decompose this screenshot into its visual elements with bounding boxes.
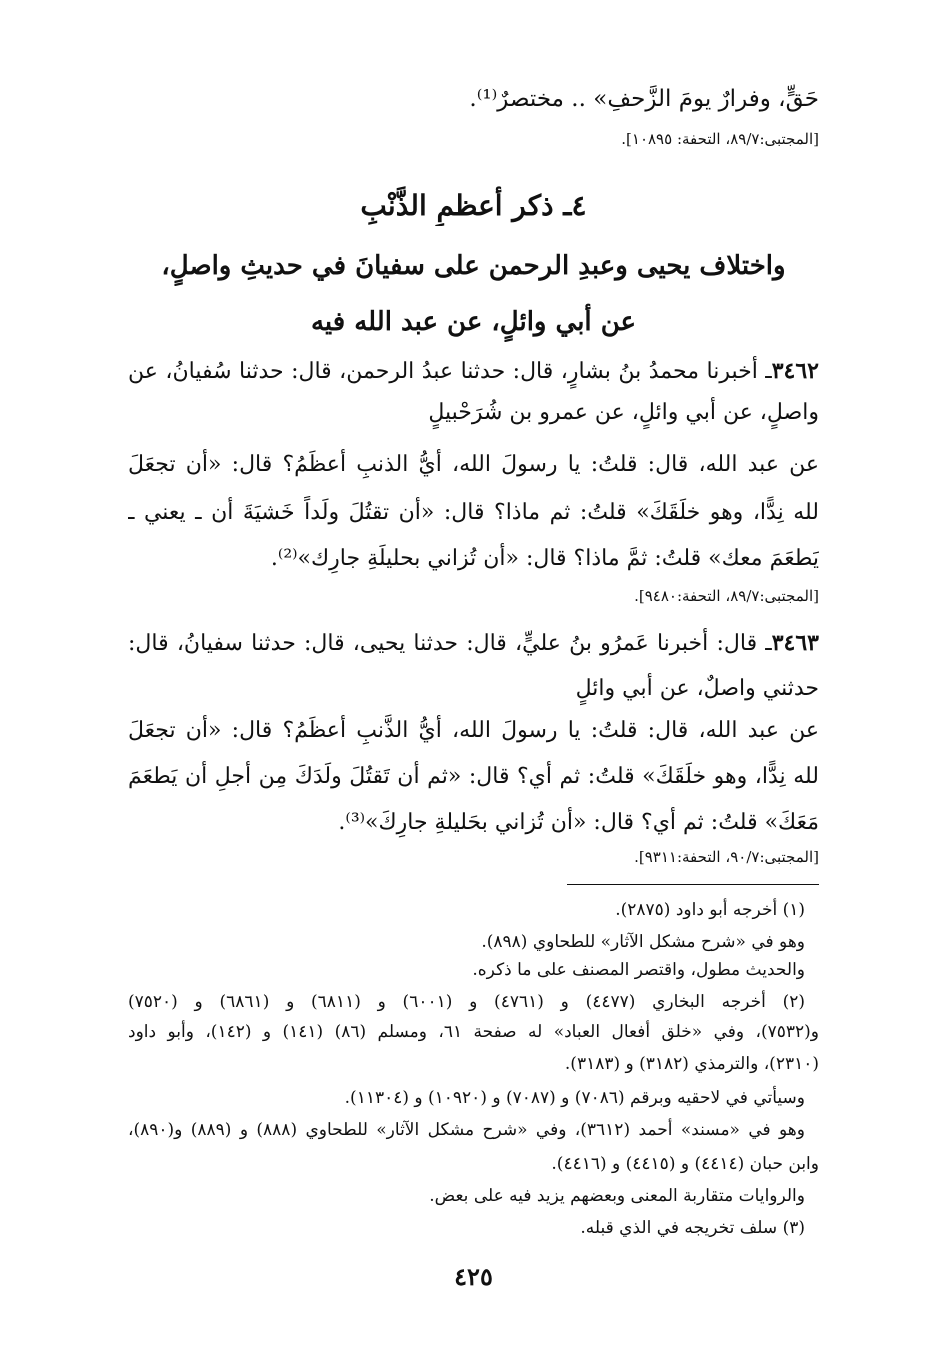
continuation-line: حَقٍّ، وفرارٌ يومَ الزَّحفِ» .. مختصرٌ⁽¹⁾. (469, 86, 819, 112)
footnote-separator (567, 884, 819, 885)
chapter-title: ٤ـ ذكر أعظمِ الذَّنْبِ (360, 189, 587, 222)
footnote-2: (٢) أخرجه البخاري (٤٤٧٧) و (٤٧٦١) و (٦٠٠١) و (٦٨١١) و (٦٨٦١) و (٧٥٢٠) (128, 992, 805, 1012)
footnote-1-line-2: وهو في «شرح مشكل الآثار» للطحاوي (٨٩٨). (481, 932, 805, 952)
hadith-2-line-5: مَعَكَ» قلتُ: ثم أي؟ قال: «أن تُزاني بحَليلةِ جارِكَ»⁽³⁾. (338, 810, 819, 835)
footnote-1: (١) أخرجه أبو داود (٢٨٧٥). (615, 900, 805, 920)
footnote-2-line-7: والروايات متقاربة المعنى وبعضهم يزيد فيه على بعض. (429, 1186, 805, 1206)
footnote-2-line-2: و(٧٥٣٢)، وفي «خلق أفعال العباد» له صفحة ٦١، ومسلم (٨٦) (١٤١) و (١٤٢)، وأبو داود (128, 1022, 819, 1042)
hadith-1-line-3: عن عبد الله، قال: قلتُ: يا رسولَ الله، أيُّ الذنبِ أعظَمُ؟ قال: «أن تجعَلَ (128, 452, 819, 477)
reference-line: [المجتبى:٨٩/٧، التحفة: ١٠٨٩٥]. (621, 130, 819, 148)
footnote-3: (٣) سلف تخريجه في الذي قبله. (580, 1218, 805, 1238)
chapter-subtitle-1: واختلاف يحيى وعبدِ الرحمن على سفيانَ في حديثِ واصلٍ، (161, 251, 786, 281)
footnote-2-line-3: (٢٣١٠)، والترمذي (٣١٨٢) و (٣١٨٣). (564, 1054, 819, 1074)
hadith-2-line-2: حدثني واصلٌ، عن أبي وائلٍ (575, 676, 819, 701)
footnote-1-line-3: والحديث مطول، واقتصر المصنف على ما ذكره. (472, 960, 805, 980)
hadith-2-reference: [المجتبى:٩٠/٧، التحفة:٩٣١١]. (634, 848, 819, 866)
hadith-2-line-3: عن عبد الله، قال: قلتُ: يا رسولَ الله، أيُّ الذَّنبِ أعظَمُ؟ قال: «أن تجعَلَ (128, 718, 819, 743)
chapter-subtitle-2: عن أبي وائلٍ، عن عبد الله فيه (310, 307, 637, 337)
page-number: ٤٢٥ (454, 1262, 493, 1291)
footnote-2-line-5: وهو في «مسند» أحمد (٣٦١٢)، وفي «شرح مشكل الآثار» للطحاوي (٨٨٨) و (٨٨٩) و(٨٩٠)، (128, 1120, 805, 1140)
footnote-2-line-6: وابن حبان (٤٤١٤) و (٤٤١٥) و (٤٤١٦). (551, 1154, 819, 1174)
hadith-1-text: ـ أخبرنا محمدُ بنُ بشارٍ، قال: حدثنا عبدُ الرحمن، قال: حدثنا سُفيانُ، عن (128, 359, 772, 384)
hadith-1-number: ٣٤٦٢ (771, 358, 819, 384)
hadith-2-text: ـ قال: أخبرنا عَمرُو بنُ عليٍّ، قال: حدثنا يحيى، قال: حدثنا سفيانُ، قال: (128, 631, 772, 656)
hadith-1-line-1 (128, 354, 819, 389)
footnote-2-line-4: وسيأتي في لاحقيه وبرقم (٧٠٨٦) و (٧٠٨٧) و (١٠٩٢٠) و (١١٣٠٤). (344, 1088, 805, 1108)
hadith-2-number: ٣٤٦٣ (771, 630, 819, 656)
hadith-1-line-4: لله نِدًّا، وهو خلَقَكَ» قلتُ: ثم ماذا؟ قال: «أن تقتُلَ ولَداً خَشيَةَ أن ـ يعني ـ (128, 500, 819, 525)
hadith-1-line-2: واصلٍ، عن أبي وائلٍ، عن عمرو بن شُرَحْبيلٍ (428, 400, 819, 425)
hadith-2-line-4: لله نِدًّا، وهو خلَقَكَ» قلتُ: ثم أي؟ قال: «ثم أن تَقتُلَ ولَدَكَ مِن أجلِ أن يَطعَمَ (128, 764, 819, 789)
hadith-2-line-1 (128, 626, 819, 661)
page (128, 0, 819, 1364)
hadith-1-reference: [المجتبى:٨٩/٧، التحفة:٩٤٨٠]. (634, 587, 819, 605)
hadith-1-line-5: يَطعَمَ معك» قلتُ: ثمَّ ماذا؟ قال: «أن تُزاني بحليلَةِ جارِك»⁽²⁾. (270, 546, 819, 571)
